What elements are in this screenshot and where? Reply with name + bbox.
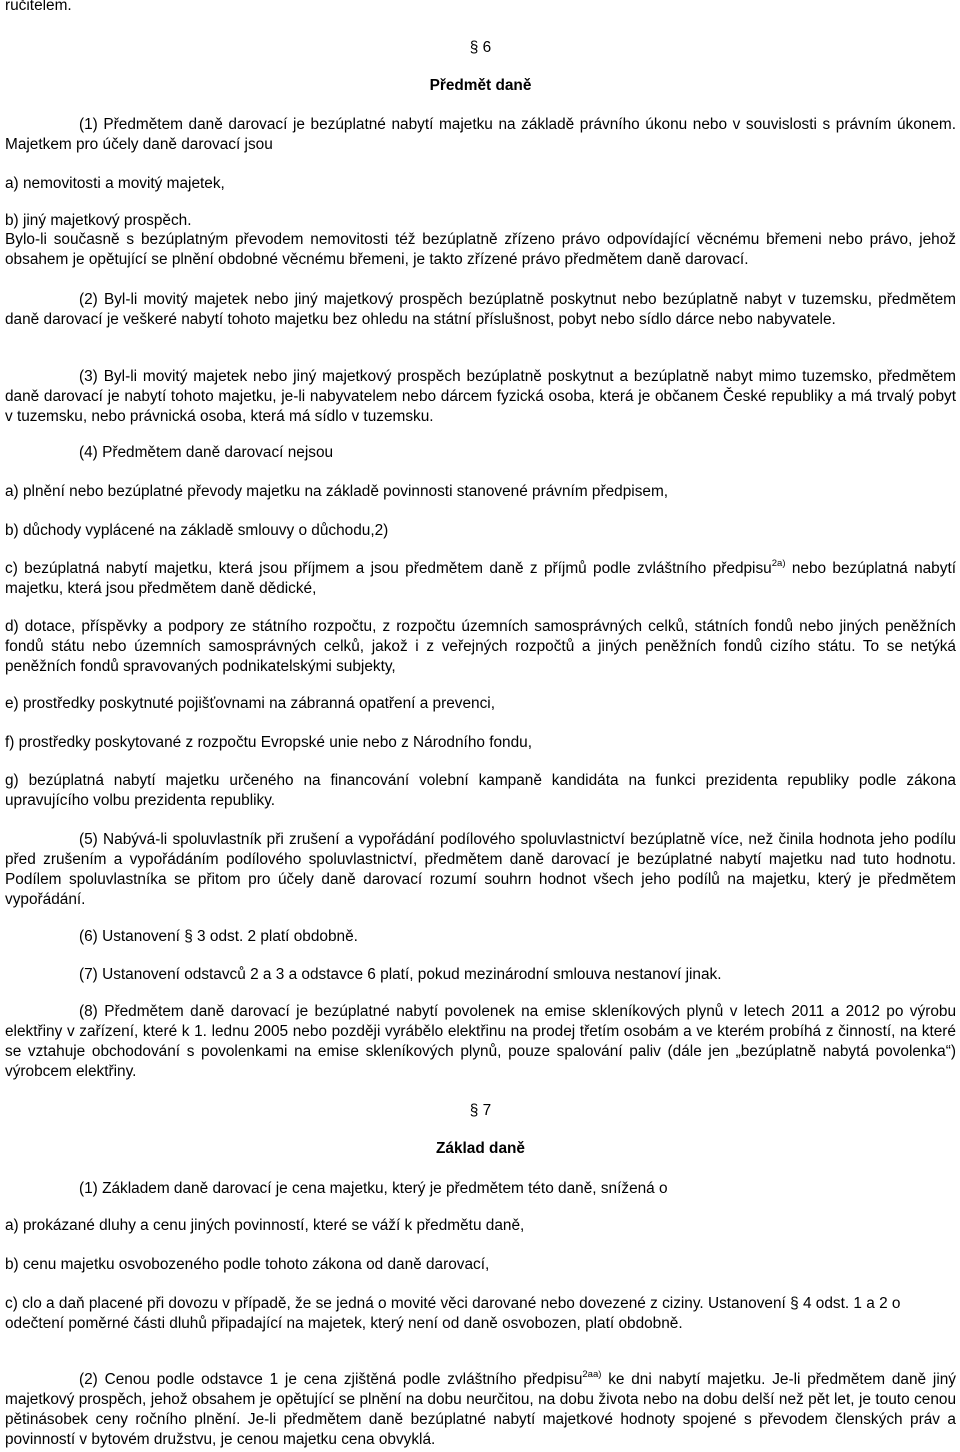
s6-p4-item-b: b) důchody vyplácené na základě smlouvy o důchodu,2) <box>5 522 389 539</box>
top-fragment: ručitelem. <box>5 0 72 14</box>
s6-paragraph-4: (4) Předmětem daně darovací nejsou <box>79 444 334 461</box>
s6-p4-item-g: g) bezúplatná nabytí majetku určeného na financování volební kampaně kandidáta na funkci prezidenta republiky podle zákona upravujícího volbu prezidenta republiky. <box>5 772 956 809</box>
s6-p4-item-f: f) prostředky poskytované z rozpočtu Evropské unie nebo z Národního fondu, <box>5 734 533 751</box>
s7-item-c: c) clo a daň placené při dovozu v případě, že se jedná o movité věci darované nebo dovezené z ciziny. Ustanovení § 4 odst. 1 a 2 o odečtení poměrné části dluhů připadající na majetek, který není od daně osvobozen, platí obdobně. <box>5 1295 901 1332</box>
s6-paragraph-3: (3) Byl-li movitý majetek nebo jiný majetkový prospěch bezúplatně poskytnut a bezúplatně nabyt mimo tuzemsko, předmětem daně darovací je nabytí tohoto majetku, je-li nabyvatelem nebo dárcem fyzická osoba, která je občanem České republiky a má trvalý pobyt v tuzemsku, nebo právnická osoba, která má sídlo v tuzemsku. <box>5 368 956 425</box>
s7-paragraph-2-text-1: (2) Cenou podle odstavce 1 je cena zjištěná podle zvláštního předpisu <box>79 1371 583 1388</box>
s7-paragraph-1: (1) Základem daně darovací je cena majetku, který je předmětem této daně, snížená o <box>79 1180 668 1197</box>
s6-paragraph-8: (8) Předmětem daně darovací je bezúplatné nabytí povolenek na emise skleníkových plynů v letech 2011 a 2012 po výrobu elektřiny v zařízení, které k 1. lednu 2005 nebo později vyrábělo elektřinu na prodej třetím osobám a ve kterém probíhá z činností, na které se vztahuje obchodování s povolenkami na emise skleníkových plynů, pouze spalování paliv (dále jen „bezúplatně nabytá povolenka“) výrobcem elektřiny. <box>5 1003 956 1080</box>
s6-paragraph-2: (2) Byl-li movitý majetek nebo jiný majetkový prospěch bezúplatně poskytnut nebo bezúplatně nabyt v tuzemsku, předmětem daně darovací je veškeré nabytí tohoto majetku bez ohledu na státní příslušnost, pobyt nebo sídlo dárce nebo nabyvatele. <box>5 291 956 328</box>
s6-paragraph-1: (1) Předmětem daně darovací je bezúplatné nabytí majetku na základě právního úkonu nebo v souvislosti s právním úkonem. Majetkem pro účely daně darovací jsou <box>5 116 956 153</box>
section-7-title: Základ daně <box>436 1140 525 1157</box>
s6-p4-item-c-text-1: c) bezúplatná nabytí majetku, která jsou příjmem a jsou předmětem daně z příjmů podle zvláštního předpisu <box>5 560 772 577</box>
section-6-mark: § 6 <box>469 39 492 56</box>
s6-paragraph-5: (5) Nabývá-li spoluvlastník při zrušení a vypořádání podílového spoluvlastnictví bezúplatně více, než činila hodnota jeho podílu před zrušením a vypořádáním podílového spoluvlastnictví, předmětem daně darovací je bezúplatné nabytí majetku nad tuto hodnotu. Podílem spoluvlastníka se přitom pro účely daně darovací rozumí souhrn hodnot všech jeho podílů na majetku, který je předmětem vypořádání. <box>5 831 956 908</box>
s6-p4-item-e: e) prostředky poskytnuté pojišťovnami na zábranná opatření a prevenci, <box>5 695 495 712</box>
s6-item-b: b) jiný majetkový prospěch. <box>5 212 192 229</box>
s7-item-b: b) cenu majetku osvobozeného podle tohoto zákona od daně darovací, <box>5 1256 490 1273</box>
section-7-mark: § 7 <box>469 1102 492 1119</box>
s6-paragraph-1-tail: Bylo-li současně s bezúplatným převodem nemovitosti též bezúplatně zřízeno právo odpovídající věcnému břemeni nebo právo, jehož obsahem je opětující se plnění obdobné věcnému břemeni, je takto zřízené právo předmětem daně darovací. <box>5 231 956 268</box>
s7-paragraph-2-text-2: ke dni nabytí majetku. Je-li předmětem daně jiný majetkový prospěch, jehož obsahem je opětující se plnění na dobu neurčitou, na dobu života nebo na dobu delší než pět let, je touto cenou pětinásobek ceny ročního plnění. Je-li předmětem daně bezúplatné nabytí majetkové hodnoty spojené s převodem členských práv a povinností v bytovém družstvu, je cenou majetku cena obvyklá. <box>5 1371 956 1448</box>
s6-item-a: a) nemovitosti a movitý majetek, <box>5 175 225 192</box>
s7-item-a: a) prokázané dluhy a cenu jiných povinností, které se váží k předmětu daně, <box>5 1217 525 1234</box>
s6-p4-item-c <box>5 559 956 599</box>
s6-paragraph-7: (7) Ustanovení odstavců 2 a 3 a odstavce 6 platí, pokud mezinárodní smlouva nestanoví jinak. <box>79 966 722 983</box>
footnote-ref-2a: 2a) <box>771 558 786 569</box>
section-6-title: Předmět daně <box>429 77 532 94</box>
s6-p4-item-c-text-2: nebo bezúplatná nabytí majetku, která jsou předmětem daně dědické, <box>5 560 956 597</box>
s6-p4-item-d: d) dotace, příspěvky a podpory ze státního rozpočtu, z rozpočtu územních samosprávných celků, státních fondů nebo jiných peněžních fondů státu nebo územních samosprávných celků, jakož i z veřejných rozpočtů a jiných peněžních fondů cizího státu. To se netýká peněžních fondů spravovaných podnikatelskými subjekty, <box>5 618 956 675</box>
footnote-ref-2aa: 2aa) <box>582 1369 602 1380</box>
s6-p4-item-a: a) plnění nebo bezúplatné převody majetku na základě povinnosti stanovené právním předpisem, <box>5 483 669 500</box>
s6-paragraph-6: (6) Ustanovení § 3 odst. 2 platí obdobně. <box>79 928 358 945</box>
s7-paragraph-2 <box>5 1370 956 1450</box>
